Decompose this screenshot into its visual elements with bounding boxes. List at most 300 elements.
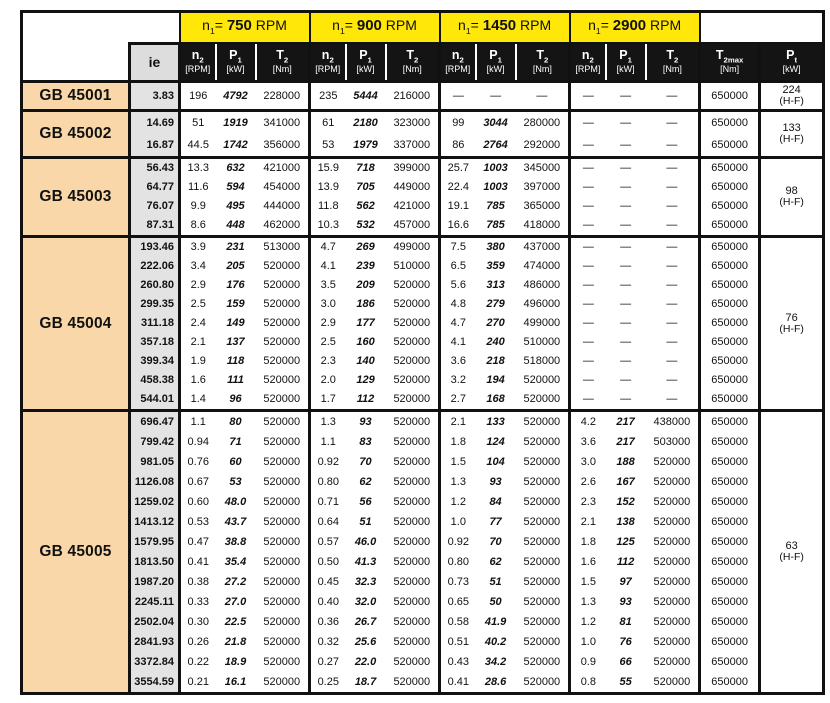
pt-note: (H-F) <box>779 322 804 335</box>
t2-cell: — <box>646 82 700 111</box>
t2-cell: 520000 <box>646 632 700 652</box>
t2-cell: 520000 <box>516 492 570 512</box>
t2-cell: 520000 <box>516 652 570 672</box>
p1-cell: 104 <box>486 455 505 468</box>
t2max-cell: 650000 <box>700 111 760 135</box>
pt-value: 98 <box>785 185 798 198</box>
n2-cell: — <box>440 82 476 111</box>
t2-cell: 341000 <box>256 111 310 135</box>
p1-column-header: $P_1$ [kW] <box>216 43 256 82</box>
n2-cell: 0.9 <box>570 652 606 672</box>
n2-cell: 0.80 <box>310 472 346 492</box>
pt-note: (H-F) <box>779 95 804 108</box>
p1-cell: 22.5 <box>224 615 247 628</box>
n2-cell: 0.30 <box>180 612 216 632</box>
t2-cell: 444000 <box>256 197 310 216</box>
t2-cell: 520000 <box>386 572 440 592</box>
t2-cell: 520000 <box>646 652 700 672</box>
p1-cell: 140 <box>356 355 375 368</box>
n2-cell: 22.4 <box>440 178 476 197</box>
table-row <box>22 672 824 694</box>
t2-cell: — <box>646 371 700 390</box>
p1-cell: — <box>620 355 632 368</box>
t2-cell: 486000 <box>516 276 570 295</box>
t2-cell: 520000 <box>256 532 310 552</box>
n2-cell: — <box>570 111 606 135</box>
p1-cell: 21.8 <box>224 635 247 648</box>
rpm-group-header-1450: $n_1= 1450$ RPM <box>440 12 570 44</box>
n2-cell: 4.8 <box>440 295 476 314</box>
t2max-cell: 650000 <box>700 411 760 433</box>
p1-cell: — <box>620 393 632 406</box>
n2-cell: 0.65 <box>440 592 476 612</box>
pt-value: 76 <box>785 311 798 324</box>
p1-column-header: $P_1$ [kW] <box>346 43 386 82</box>
t2-cell: 510000 <box>516 333 570 352</box>
pt-value: 63 <box>785 540 798 553</box>
n2-cell: 5.6 <box>440 276 476 295</box>
p1-cell: 188 <box>616 455 635 468</box>
p1-cell: 48.0 <box>224 495 247 508</box>
t2-cell: 520000 <box>256 257 310 276</box>
t2max-cell: 650000 <box>700 371 760 390</box>
t2max-cell: 650000 <box>700 257 760 276</box>
t2-cell: 345000 <box>516 158 570 179</box>
p1-cell: 194 <box>486 374 505 387</box>
t2-cell: 520000 <box>256 552 310 572</box>
n2-cell: 0.43 <box>440 652 476 672</box>
n2-cell: 1.8 <box>570 532 606 552</box>
n2-cell: 1.1 <box>310 432 346 452</box>
n2-cell: — <box>570 314 606 333</box>
p1-cell: — <box>620 374 632 387</box>
p1-cell: 32.0 <box>354 595 377 608</box>
t2-cell: 337000 <box>386 134 440 158</box>
p1-column-header: $P_1$ [kW] <box>606 43 646 82</box>
n2-cell: 0.92 <box>440 532 476 552</box>
n2-cell: 15.9 <box>310 158 346 179</box>
p1-cell: 55 <box>619 675 632 688</box>
t2max-cell: 650000 <box>700 552 760 572</box>
t2-cell: 520000 <box>256 512 310 532</box>
n2-cell: 61 <box>310 111 346 135</box>
t2-cell: 365000 <box>516 197 570 216</box>
ie-cell: 1987.20 <box>130 572 180 592</box>
table-row <box>22 632 824 652</box>
t2-cell: 457000 <box>386 216 440 237</box>
t2-cell: 520000 <box>386 612 440 632</box>
rpm-group-header-750: $n_1= 750$ RPM <box>180 12 310 44</box>
p1-cell: 70 <box>359 455 372 468</box>
t2-cell: 520000 <box>256 592 310 612</box>
t2max-cell: 650000 <box>700 82 760 111</box>
n2-cell: 19.1 <box>440 197 476 216</box>
t2max-cell: 650000 <box>700 237 760 258</box>
pt-value: 133 <box>782 122 801 135</box>
t2max-cell: 650000 <box>700 216 760 237</box>
t2-cell: 520000 <box>516 612 570 632</box>
ie-cell: 260.80 <box>130 276 180 295</box>
p1-cell: 239 <box>356 260 375 273</box>
t2-cell: 520000 <box>386 632 440 652</box>
n2-cell: 0.76 <box>180 452 216 472</box>
p1-cell: 186 <box>356 298 375 311</box>
n2-cell: 2.3 <box>570 492 606 512</box>
table-row <box>22 411 824 433</box>
p1-cell: 2764 <box>483 138 508 151</box>
p1-cell: 1003 <box>476 158 516 179</box>
t2-cell: 513000 <box>256 237 310 258</box>
p1-cell: 43.7 <box>224 515 247 528</box>
gearbox-rating-table <box>20 10 825 695</box>
n2-cell: 0.36 <box>310 612 346 632</box>
t2-cell: 437000 <box>516 237 570 258</box>
t2-cell: 520000 <box>386 472 440 492</box>
p1-cell: 53 <box>229 475 242 488</box>
t2-cell: 499000 <box>386 237 440 258</box>
n2-cell: 0.58 <box>440 612 476 632</box>
p1-cell: 1919 <box>216 111 256 135</box>
t2max-cell: 650000 <box>700 532 760 552</box>
ie-cell: 87.31 <box>130 216 180 237</box>
p1-cell: 240 <box>486 336 505 349</box>
t2-cell: 520000 <box>386 452 440 472</box>
n2-cell: 0.53 <box>180 512 216 532</box>
t2-cell: 520000 <box>256 452 310 472</box>
ie-cell: 311.18 <box>130 314 180 333</box>
p1-cell: 80 <box>216 411 256 433</box>
ie-cell: 14.69 <box>130 111 180 135</box>
t2-cell: 520000 <box>386 352 440 371</box>
n2-cell: 235 <box>310 82 346 111</box>
n2-cell: 25.7 <box>440 158 476 179</box>
n2-cell: — <box>570 371 606 390</box>
n2-column-header: $n_2$ [RPM] <box>440 43 476 82</box>
p1-cell: 84 <box>489 495 502 508</box>
t2max-cell: 650000 <box>700 472 760 492</box>
p1-cell: 50 <box>489 595 502 608</box>
p1-cell: 209 <box>356 279 375 292</box>
t2-cell: 520000 <box>516 672 570 694</box>
header-spacer <box>22 12 180 44</box>
t2-cell: 520000 <box>256 295 310 314</box>
t2-column-header: $T_2$ [Nm] <box>646 43 700 82</box>
p1-cell: 97 <box>619 575 632 588</box>
n2-cell: 0.21 <box>180 672 216 694</box>
t2-cell: — <box>516 82 570 111</box>
t2-cell: 520000 <box>516 632 570 652</box>
p1-cell: 785 <box>486 200 505 213</box>
p1-cell: 32.3 <box>354 575 377 588</box>
p1-cell: 279 <box>486 298 505 311</box>
p1-cell: 70 <box>489 535 502 548</box>
pt-cell <box>760 237 824 411</box>
n2-cell: 10.3 <box>310 216 346 237</box>
p1-cell: 269 <box>346 237 386 258</box>
table-row <box>22 472 824 492</box>
t2-cell: 520000 <box>386 652 440 672</box>
ie-cell: 1259.02 <box>130 492 180 512</box>
table-row <box>22 452 824 472</box>
n2-cell: 4.7 <box>440 314 476 333</box>
n2-cell: 13.3 <box>180 158 216 179</box>
n2-cell: — <box>570 352 606 371</box>
p1-cell: 27.0 <box>224 595 247 608</box>
n2-cell: — <box>570 216 606 237</box>
ie-cell: 3554.59 <box>130 672 180 694</box>
p1-cell: 28.6 <box>484 675 507 688</box>
table-row <box>22 652 824 672</box>
table-row <box>22 276 824 295</box>
n2-cell: 4.7 <box>310 237 346 258</box>
t2-cell: 520000 <box>256 390 310 411</box>
t2-cell: 520000 <box>386 333 440 352</box>
t2-cell: 520000 <box>256 411 310 433</box>
t2-cell: 520000 <box>646 472 700 492</box>
t2max-cell: 650000 <box>700 672 760 694</box>
n2-cell: 0.41 <box>440 672 476 694</box>
p1-cell: 231 <box>216 237 256 258</box>
n2-cell: 0.92 <box>310 452 346 472</box>
n2-cell: 0.60 <box>180 492 216 512</box>
p1-cell: 112 <box>356 393 375 406</box>
t2-cell: 520000 <box>256 492 310 512</box>
pt-value: 224 <box>782 84 801 97</box>
p1-cell: 380 <box>476 237 516 258</box>
t2max-column-header: $T_{2max}$ [Nm] <box>700 43 760 82</box>
t2-cell: 520000 <box>516 371 570 390</box>
table-row <box>22 371 824 390</box>
p1-cell: 118 <box>226 355 245 368</box>
ie-cell: 544.01 <box>130 390 180 411</box>
t2-cell: 520000 <box>256 472 310 492</box>
p1-cell: — <box>620 181 632 194</box>
p1-cell: 83 <box>359 435 372 448</box>
t2-cell: 520000 <box>516 552 570 572</box>
t2-cell: 518000 <box>516 352 570 371</box>
p1-cell: 217 <box>606 411 646 433</box>
p1-cell: 81 <box>619 615 632 628</box>
n2-cell: 0.33 <box>180 592 216 612</box>
p1-cell: 41.9 <box>484 615 507 628</box>
t2-cell: 520000 <box>646 592 700 612</box>
t2-cell: 520000 <box>516 432 570 452</box>
n2-cell: 0.45 <box>310 572 346 592</box>
t2-cell: 356000 <box>256 134 310 158</box>
n2-cell: 196 <box>180 82 216 111</box>
ie-cell: 2502.04 <box>130 612 180 632</box>
ie-cell: 76.07 <box>130 197 180 216</box>
n2-column-header: $n_2$ [RPM] <box>310 43 346 82</box>
ie-column-header: ie <box>130 43 180 82</box>
n2-cell: 1.4 <box>180 390 216 411</box>
t2-cell: 520000 <box>386 295 440 314</box>
table-row <box>22 197 824 216</box>
n2-cell: 0.8 <box>570 672 606 694</box>
n2-cell: — <box>570 276 606 295</box>
t2-cell: — <box>646 134 700 158</box>
t2-cell: 520000 <box>256 352 310 371</box>
p1-cell: — <box>606 237 646 258</box>
ie-cell: 799.42 <box>130 432 180 452</box>
t2-cell: 438000 <box>646 411 700 433</box>
n2-cell: 1.6 <box>180 371 216 390</box>
p1-cell: 38.8 <box>224 535 247 548</box>
p1-cell: 5444 <box>346 82 386 111</box>
p1-cell: 149 <box>226 317 245 330</box>
p1-cell: 40.2 <box>484 635 507 648</box>
n2-cell: 3.2 <box>440 371 476 390</box>
pt-cell <box>760 111 824 158</box>
n2-cell: 0.47 <box>180 532 216 552</box>
n2-cell: 51 <box>180 111 216 135</box>
p1-cell: 62 <box>359 475 372 488</box>
t2max-cell: 650000 <box>700 295 760 314</box>
t2max-cell: 650000 <box>700 134 760 158</box>
n2-cell: 2.5 <box>180 295 216 314</box>
t2max-cell: 650000 <box>700 492 760 512</box>
t2-cell: — <box>646 197 700 216</box>
p1-cell: 34.2 <box>484 655 507 668</box>
p1-cell: — <box>476 82 516 111</box>
n2-cell: 0.64 <box>310 512 346 532</box>
p1-cell: 532 <box>356 219 375 232</box>
ie-cell: 1126.08 <box>130 472 180 492</box>
p1-cell: — <box>620 279 632 292</box>
n2-cell: 2.1 <box>440 411 476 433</box>
ie-cell: 3372.84 <box>130 652 180 672</box>
n2-cell: 44.5 <box>180 134 216 158</box>
p1-cell: 359 <box>486 260 505 273</box>
p1-cell: 168 <box>486 393 505 406</box>
t2-cell: 520000 <box>386 371 440 390</box>
p1-cell: 46.0 <box>354 535 377 548</box>
t2-cell: 520000 <box>646 612 700 632</box>
p1-cell: 129 <box>356 374 375 387</box>
n2-cell: 3.4 <box>180 257 216 276</box>
ie-cell: 458.38 <box>130 371 180 390</box>
p1-cell: 205 <box>226 260 245 273</box>
t2-cell: 520000 <box>386 512 440 532</box>
n2-cell: 2.3 <box>310 352 346 371</box>
p1-cell: 632 <box>216 158 256 179</box>
t2max-cell: 650000 <box>700 333 760 352</box>
n2-cell: 3.0 <box>570 452 606 472</box>
n2-cell: — <box>570 178 606 197</box>
t2-cell: 520000 <box>386 532 440 552</box>
t2-cell: 496000 <box>516 295 570 314</box>
n2-cell: 4.2 <box>570 411 606 433</box>
t2-cell: 421000 <box>256 158 310 179</box>
n2-cell: 3.9 <box>180 237 216 258</box>
t2-cell: 520000 <box>516 390 570 411</box>
table-row <box>22 432 824 452</box>
n2-cell: 1.9 <box>180 352 216 371</box>
t2-cell: 421000 <box>386 197 440 216</box>
t2-cell: — <box>646 276 700 295</box>
t2-column-header: $T_2$ [Nm] <box>256 43 310 82</box>
p1-cell: 2180 <box>346 111 386 135</box>
table-row <box>22 134 824 158</box>
n2-cell: 2.0 <box>310 371 346 390</box>
t2max-cell: 650000 <box>700 178 760 197</box>
ie-cell: 1579.95 <box>130 532 180 552</box>
t2-cell: 454000 <box>256 178 310 197</box>
t2-cell: — <box>646 178 700 197</box>
model-cell: GB 45003 <box>22 158 130 237</box>
p1-cell: 785 <box>486 219 505 232</box>
n2-cell: 99 <box>440 111 476 135</box>
p1-cell: 177 <box>356 317 375 330</box>
t2-cell: 520000 <box>256 314 310 333</box>
t2max-cell: 650000 <box>700 197 760 216</box>
n2-column-header: $n_2$ [RPM] <box>570 43 606 82</box>
header-spacer <box>700 12 760 44</box>
t2-cell: 462000 <box>256 216 310 237</box>
t2max-cell: 650000 <box>700 276 760 295</box>
table-body <box>22 82 824 694</box>
n2-column-header: $n_2$ [RPM] <box>180 43 216 82</box>
header-spacer <box>760 12 824 44</box>
n2-cell: 13.9 <box>310 178 346 197</box>
header-spacer <box>22 43 130 82</box>
table-row <box>22 314 824 333</box>
t2-cell: 520000 <box>646 512 700 532</box>
t2-cell: 520000 <box>256 572 310 592</box>
table-row <box>22 352 824 371</box>
p1-cell: 66 <box>619 655 632 668</box>
p1-cell: 111 <box>227 374 244 387</box>
t2-cell: 520000 <box>386 314 440 333</box>
p1-cell: 51 <box>359 515 372 528</box>
p1-column-header: $P_1$ [kW] <box>476 43 516 82</box>
table-row <box>22 82 824 111</box>
pt-cell <box>760 158 824 237</box>
n2-cell: 1.5 <box>440 452 476 472</box>
n2-cell: 11.6 <box>180 178 216 197</box>
n2-cell: 1.3 <box>440 472 476 492</box>
t2-cell: 292000 <box>516 134 570 158</box>
table-row <box>22 216 824 237</box>
p1-cell: 56 <box>359 495 372 508</box>
p1-cell: 71 <box>229 435 242 448</box>
p1-cell: 270 <box>486 317 505 330</box>
n2-cell: 7.5 <box>440 237 476 258</box>
p1-cell: — <box>620 298 632 311</box>
n2-cell: 3.6 <box>440 352 476 371</box>
table-row <box>22 612 824 632</box>
t2-cell: 228000 <box>256 82 310 111</box>
p1-cell: 93 <box>619 595 632 608</box>
p1-cell: 133 <box>476 411 516 433</box>
p1-cell: — <box>606 158 646 179</box>
t2-cell: 520000 <box>646 532 700 552</box>
ie-cell: 357.18 <box>130 333 180 352</box>
t2-cell: 520000 <box>516 572 570 592</box>
t2-cell: 520000 <box>516 512 570 532</box>
n2-cell: 2.1 <box>180 333 216 352</box>
t2-cell: 280000 <box>516 111 570 135</box>
n2-cell: 11.8 <box>310 197 346 216</box>
table-row <box>22 390 824 411</box>
p1-cell: 35.4 <box>224 555 247 568</box>
n2-cell: 1.7 <box>310 390 346 411</box>
ie-cell: 222.06 <box>130 257 180 276</box>
n2-cell: 16.6 <box>440 216 476 237</box>
n2-cell: — <box>570 158 606 179</box>
t2-cell: 520000 <box>646 672 700 694</box>
table-row <box>22 532 824 552</box>
